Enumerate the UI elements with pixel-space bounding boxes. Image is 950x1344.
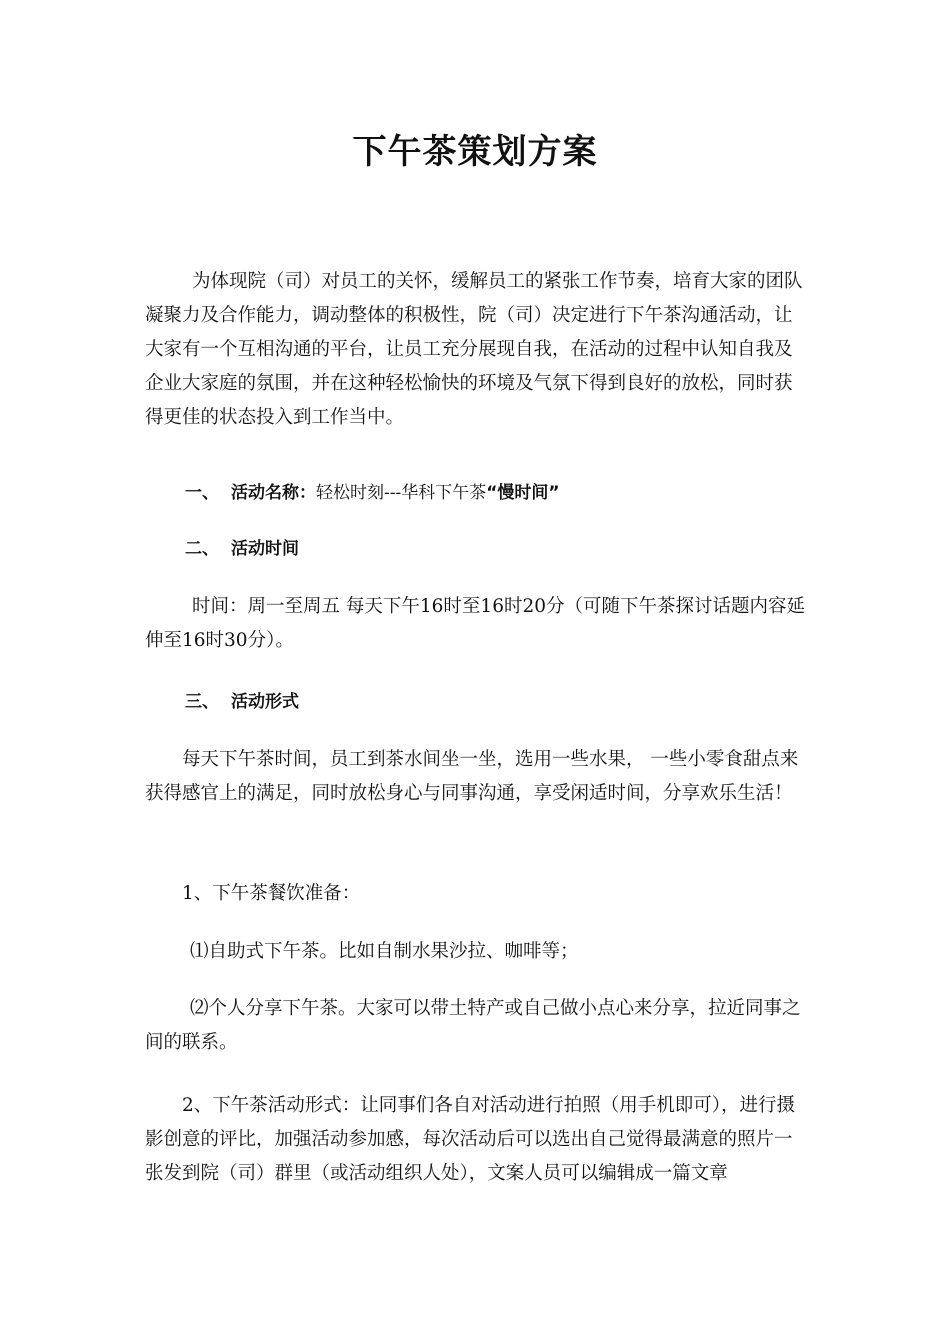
section-1-label: 活动名称： <box>231 483 316 503</box>
document-title: 下午茶策划方案 <box>352 132 598 172</box>
section-2-heading <box>185 532 299 566</box>
section-3-label: 活动形式 <box>231 692 299 712</box>
item-1b: ⑵个人分享下午茶。大家可以带土特产或自己做小点心来分享，拉近同事之间的联系。 <box>145 998 801 1053</box>
section-3-paragraph: 每天下午茶时间，员工到茶水间坐一坐，选用一些水果， 一些小零食甜点来获得感官上的满足，同时放松身心与同事沟通，享受闲适时间，分享欢乐生活！ <box>145 749 799 804</box>
intro-paragraph: 为体现院（司）对员工的关怀，缓解员工的紧张工作节奏，培育大家的团队凝聚力及合作能力，调动整体的积极性，院（司）决定进行下午茶沟通活动，让大家有一个互相沟通的平台，让员工充分展现自我，在活动的过程中认知自我及企业大家庭的氛围，并在这种轻松愉快的环境及气氛下得到良好的放松，同时获得更佳的状态投入到工作当中。 <box>145 271 803 428</box>
section-1-emphasis: “慢时间” <box>486 483 560 503</box>
section-1-heading <box>185 476 560 510</box>
section-2-number: 二、 <box>185 539 219 559</box>
item-1a: ⑴自助式下午茶。比如自制水果沙拉、咖啡等； <box>190 941 579 962</box>
section-2-paragraph: 时间：周一至周五 每天下午16时至16时20分（可随下午茶探讨话题内容延伸至16时30分）。 <box>145 596 806 651</box>
section-3-heading <box>185 685 299 719</box>
item-1: 1、下午茶餐饮准备： <box>182 883 361 904</box>
section-1-number: 一、 <box>185 483 219 503</box>
section-2-label: 活动时间 <box>231 539 299 559</box>
section-3-number: 三、 <box>185 692 219 712</box>
item-2: 2、下午茶活动形式：让同事们各自对活动进行拍照（用手机即可），进行摄影创意的评比，加强活动参加感，每次活动后可以选出自己觉得最满意的照片一张发到院（司）群里（或活动组织人处），文案人员可以编辑成一篇文章 <box>145 1095 796 1184</box>
section-1-text: 轻松时刻---华科下午茶 <box>316 483 487 503</box>
